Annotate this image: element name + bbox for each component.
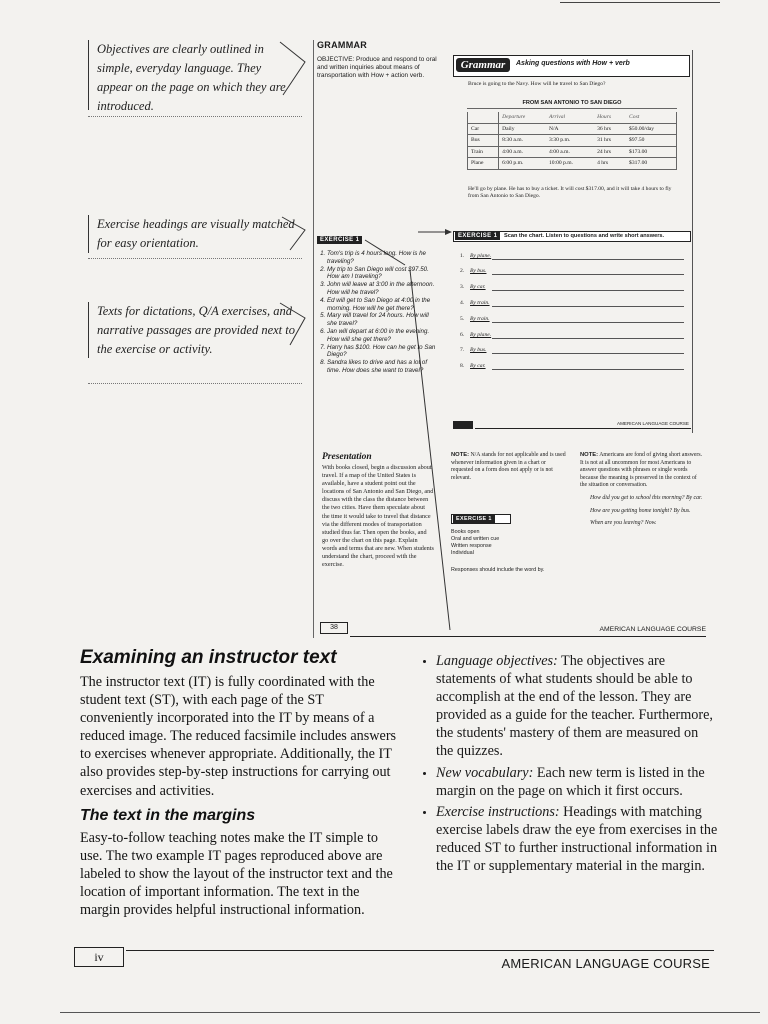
st-exercise-instruction: Scan the chart. Listen to questions and write short answers. [504,233,665,239]
table-cell: Plane [468,158,499,170]
question-item: 8. Sandra likes to drive and has a lot of time. How does she want to travel? [327,359,439,375]
schedule-table [467,112,677,170]
schedule-table-title: FROM SAN ANTONIO TO SAN DIEGO [467,100,677,109]
table-cell: 4 hrs [594,158,626,170]
exercise-info-label-box [451,514,511,524]
st-page-footer [453,421,691,429]
table-row [468,135,677,147]
callout-exercise-headings: Exercise headings are visually matched for easy orientation. [88,215,297,253]
st-exercise-header [453,231,691,242]
list-item: • Language objectives: The objectives are statements of what students should be able to accomplish at the end of the lesson. They are provided as a guide for the teacher. Furthermore, the students' mastery of them are measured on the quizzes. [436,652,718,761]
question-item: 7. Harry has $100. How can he get to San Diego? [327,344,439,360]
table-header-row [468,112,677,123]
note-text: N/A stands for not applicable and is used whenever information given in a chart or requested on a form does not apply or is not relevant. [451,452,566,481]
st-footer-rule [475,428,691,429]
list-item: • New vocabulary: Each new term is listed in the margin on the page on which it first occurs. [436,764,718,800]
table-cell: N/A [546,123,594,135]
question-item: 6. Jan will depart at 6:00 in the evening. How will she get there? [327,328,439,344]
table-cell: Bus [468,135,499,147]
table-cell: 4:00 a.m. [499,146,546,158]
table-cell: $173.00 [626,146,676,158]
bottom-edge-rule [60,1012,760,1013]
footer-rule [126,950,714,951]
note-short-answers [580,452,704,528]
answer-line: 1. By plane. [460,253,690,262]
table-header-cell: Departure [499,112,546,123]
it-footer-rule [350,636,706,637]
table-row [468,123,677,135]
st-exercise-label: EXERCISE 1 [455,232,500,240]
left-body-column [80,646,398,919]
schedule-table-wrap [467,100,687,170]
table-cell: $97.50 [626,135,676,147]
table-cell: 10:00 p.m. [546,158,594,170]
page-number-box [74,947,124,967]
st-conclusion: He'll go by plane. He has to buy a ticket. It will cost $317.00, and it will take 4 hours to fly from San Antonio to San Diego. [468,186,672,199]
presentation-title: Presentation [322,452,372,462]
heading-examining: Examining an instructor text [80,647,337,668]
answer-line: 7. By bus. [460,347,690,356]
table-cell: Car [468,123,499,135]
exercise-info-line: Written response [451,543,492,549]
table-cell: Daily [499,123,546,135]
exercise-info-label: EXERCISE 1 [453,515,495,523]
table-header-cell: Hours [594,112,626,123]
it-footer-title: AMERICAN LANGUAGE COURSE [599,626,706,633]
paragraph-examining: The instructor text (IT) is fully coordinated with the student text (ST), with each page of the ST conveniently incorporated into the IT by means of a reduced image. The reduced facsimile includes answers to exercises whenever appropriate. Additionally, the IT also provides step-by-step instructions for carrying out exercises and activities. [80,674,397,799]
note-label: NOTE: [580,452,599,458]
question-item: 5. Mary will travel for 24 hours. How will she travel? [327,312,439,328]
it-page-number-box [320,622,348,634]
table-cell: $317.00 [626,158,676,170]
right-body-column [418,652,718,878]
answer-line: 8. By car. [460,363,690,372]
it-margin-column [317,40,437,80]
exercise-label: EXERCISE 1 [317,236,362,244]
objective-text: OBJECTIVE: Produce and respond to oral and written inquiries about means of transportation with How + action verb. [317,56,437,79]
table-row [468,158,677,170]
question-item: 1. Tom's trip is 4 hours long. How is he traveling? [327,250,439,266]
feature-list [418,652,718,875]
table-row [468,146,677,158]
table-cell: 31 hrs [594,135,626,147]
list-item: • Exercise instructions: Headings with matching exercise labels draw the eye from exercises in the reduced ST to further instructional information in the IT or supplementary material in the margin. [436,803,718,875]
note-example: When are you leaving? Now. [590,520,657,527]
answer-line: 4. By train. [460,300,690,309]
note-text: Americans are fond of giving short answers. It is not at all uncommon for most Americans to answer questions with phrases or single words because the meaning is preserved in the context of the situation or conversation. [580,452,703,489]
table-header-cell: Arrival [546,112,594,123]
note-label: NOTE: [451,452,470,458]
st-intro: Bruce is going to the Navy. How will he travel to San Diego? [468,81,606,87]
table-header-cell: Cost [626,112,676,123]
question-item: 4. Ed will get to San Diego at 4:00 in the morning. How will he get there? [327,297,439,313]
table-cell: 36 hrs [594,123,626,135]
table-cell: 6:00 p.m. [499,158,546,170]
paragraph-margins: Easy-to-follow teaching notes make the IT simple to use. The two example IT pages reproduced above are labeled to show the layout of the instructor text and the location of important information. The text in the margin provides helpful instructional information. [80,829,393,919]
answer-line: 2. By bus. [460,268,690,277]
question-item: 3. John will leave at 3:00 in the afternoon. How will he travel? [327,281,439,297]
presentation-block [322,452,434,569]
it-page-footer [320,622,706,638]
st-page-number-box [453,421,473,429]
table-cell: $50.00/day [626,123,676,135]
grammar-header-box [453,55,690,77]
page-footer [74,944,714,974]
st-footer-title: AMERICAN LANGUAGE COURSE [617,421,689,426]
question-item: 2. My trip to San Diego will cost $97.50. How am I traveling? [327,266,439,282]
answer-line: 3. By car. [460,284,690,293]
table-cell: 3:30 p.m. [546,135,594,147]
table-header-cell [468,112,499,123]
grammar-badge: Grammar [456,58,510,72]
answer-line: 5. By train. [460,316,690,325]
exercise-info [451,514,569,574]
it-page-number: 38 [330,624,338,631]
table-cell: 24 hrs [594,146,626,158]
answer-line: 6. By plane. [460,332,690,341]
presentation-text: With books closed, begin a discussion about travel. If a map of the United States is available, have a student point out the locations of San Antonio and San Diego, and discuss with the class the distance between the two cities. Have them speculate about the time it would take to travel that distance via the different modes of transportation studied thus far. Then open the books, and go over the chart on this page. Explain words and terms that are new. When students understand the chart, proceed with the exercise. [322,464,434,569]
exercise-info-line: Individual [451,550,474,556]
it-exercise-block [317,228,439,375]
note-na [451,452,569,482]
exercise-info-line: Books open [451,529,480,535]
table-cell: 8:30 a.m. [499,135,546,147]
grammar-section-title: GRAMMAR [317,40,368,50]
callout-objectives: Objectives are clearly outlined in simple, everyday language. They appear on the page on which they are introduced. [88,40,297,110]
note-example: How are you getting home tonight? By bus. [590,507,691,514]
page-number: iv [94,950,104,964]
heading-margins: The text in the margins [80,806,256,824]
table-cell: 4:00 a.m. [546,146,594,158]
question-list [317,250,439,375]
callout-texts: Texts for dictations, Q/A exercises, and narrative passages are provided next to the exercise or activity. [88,302,297,358]
grammar-subtitle: Asking questions with How + verb [516,60,630,67]
exercise-info-line: Oral and written cue [451,536,500,542]
table-cell: Train [468,146,499,158]
exercise-info-responses: Responses should include the word by. [451,567,545,573]
note-example: How did you get to school this morning? By car. [590,494,703,501]
footer-title: AMERICAN LANGUAGE COURSE [501,956,710,971]
